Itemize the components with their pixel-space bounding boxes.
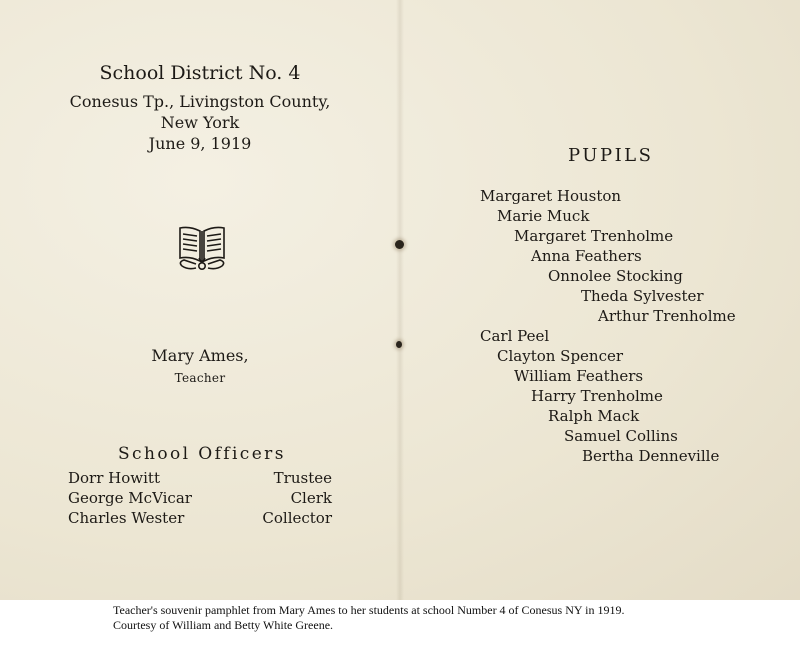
right-page bbox=[400, 0, 800, 600]
pupil-name: Theda Sylvester bbox=[581, 287, 704, 305]
pupil-name: Samuel Collins bbox=[564, 427, 678, 445]
officer-row bbox=[68, 509, 332, 529]
pupil-name: William Feathers bbox=[514, 367, 644, 385]
pupil-name: Ralph Mack bbox=[548, 407, 640, 425]
pupil-name: Harry Trenholme bbox=[531, 387, 663, 405]
officer-row bbox=[68, 469, 332, 489]
pupil-name: Clayton Spencer bbox=[497, 347, 624, 365]
pupils-heading: PUPILS bbox=[568, 145, 654, 166]
caption-credit: Courtesy of William and Betty White Greene. bbox=[113, 618, 334, 632]
pupil-name: Onnolee Stocking bbox=[548, 267, 683, 285]
officer-title: Clerk bbox=[290, 489, 332, 507]
officer-row bbox=[68, 489, 332, 509]
date-line: June 9, 1919 bbox=[148, 134, 252, 153]
pupil-name: Anna Feathers bbox=[531, 247, 642, 265]
officer-title: Trustee bbox=[273, 469, 332, 487]
image-caption bbox=[113, 603, 793, 633]
state-line: New York bbox=[160, 113, 240, 132]
officer-name: Dorr Howitt bbox=[68, 469, 160, 487]
open-book-icon bbox=[176, 222, 228, 274]
township-line: Conesus Tp., Livingston County, bbox=[69, 92, 331, 111]
teacher-role: Teacher bbox=[174, 371, 226, 385]
officer-name: Charles Wester bbox=[68, 509, 185, 527]
pupil-name: Carl Peel bbox=[480, 327, 550, 345]
pupil-name: Margaret Houston bbox=[480, 187, 622, 205]
district-title: School District No. 4 bbox=[99, 62, 301, 84]
pupil-name: Marie Muck bbox=[497, 207, 590, 225]
pupil-name: Arthur Trenholme bbox=[598, 307, 736, 325]
pupil-name: Margaret Trenholme bbox=[514, 227, 674, 245]
officers-heading: School Officers bbox=[118, 444, 286, 464]
officer-title: Collector bbox=[262, 509, 332, 527]
left-page bbox=[0, 0, 400, 600]
officer-name: George McVicar bbox=[68, 489, 192, 507]
teacher-name: Mary Ames, bbox=[151, 346, 249, 365]
pupil-name: Bertha Denneville bbox=[582, 447, 720, 465]
caption-line: Teacher's souvenir pamphlet from Mary Ames to her students at school Number 4 of Conesus NY in 1919. bbox=[113, 603, 625, 617]
